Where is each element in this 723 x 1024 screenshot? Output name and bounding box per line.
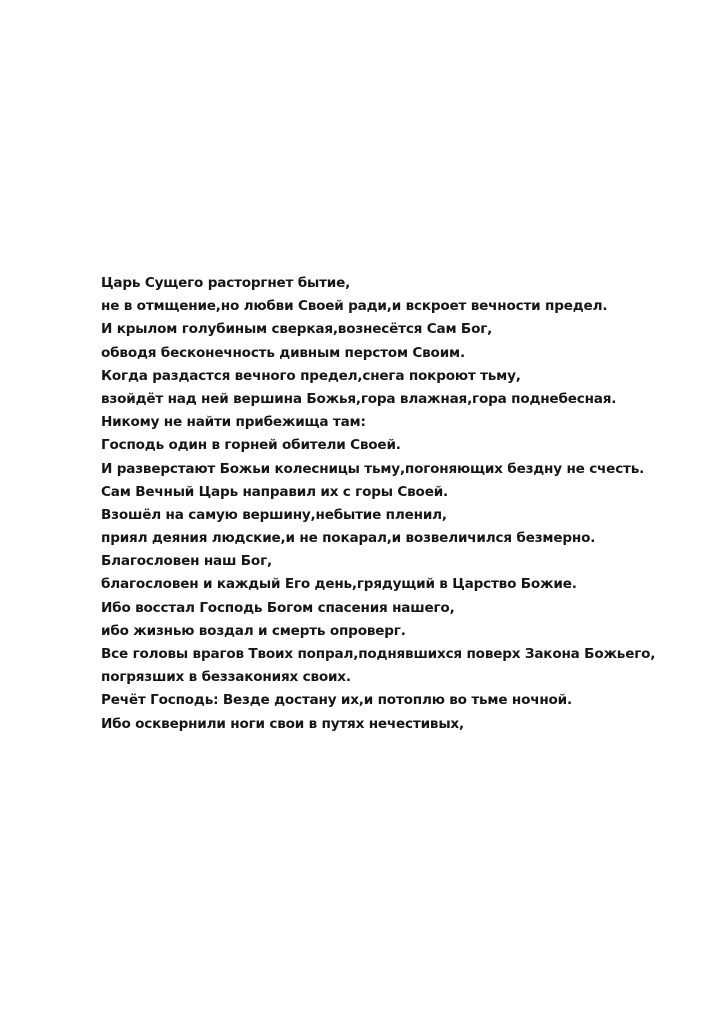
text-line: Речёт Господь: Везде достану их,и потоплю во тьме ночной. <box>101 692 572 709</box>
text-line: Взошёл на самую вершину,небытие пленил, <box>101 506 447 523</box>
text-line: Когда раздастся вечного предел,снега покроют тьму, <box>101 367 521 384</box>
text-line: Царь Сущего расторгнет бытие, <box>101 275 351 291</box>
text-line: Ибо осквернили ноги свои в путях нечестивых, <box>101 715 464 732</box>
text-line: И разверстают Божьи колесницы тьму,погоняющих бездну не счесть. <box>101 460 645 477</box>
text-line: не в отмщение,но любви Своей ради,и вскроет вечности предел. <box>101 298 608 315</box>
poem-text-block <box>101 272 701 736</box>
text-line: Сам Вечный Царь направил их с горы Своей. <box>101 483 449 500</box>
text-line: приял деяния людские,и не покарал,и возвеличился безмерно. <box>101 530 596 547</box>
text-line: взойдёт над ней вершина Божья,гора влажная,гора поднебесная. <box>101 390 617 407</box>
text-line: Благословен наш Бог, <box>101 553 272 570</box>
text-line: обводя бесконечность дивным перстом Своим. <box>101 344 465 361</box>
text-line: Никому не найти прибежища там: <box>101 414 366 431</box>
text-line: Господь один в горней обители Своей. <box>101 437 401 454</box>
text-line: И крылом голубиным сверкая,вознесётся Сам Бог, <box>101 321 493 338</box>
text-line: Ибо восстал Господь Богом спасения нашего, <box>101 599 455 616</box>
text-line: погрязших в беззакониях своих. <box>101 669 351 686</box>
text-line: Все головы врагов Твоих попрал,поднявшихся поверх Закона Божьего, <box>101 646 656 662</box>
text-line: благословен и каждый Его день,грядущий в Царство Божие. <box>101 576 577 593</box>
text-line: ибо жизнью воздал и смерть опроверг. <box>101 622 406 639</box>
